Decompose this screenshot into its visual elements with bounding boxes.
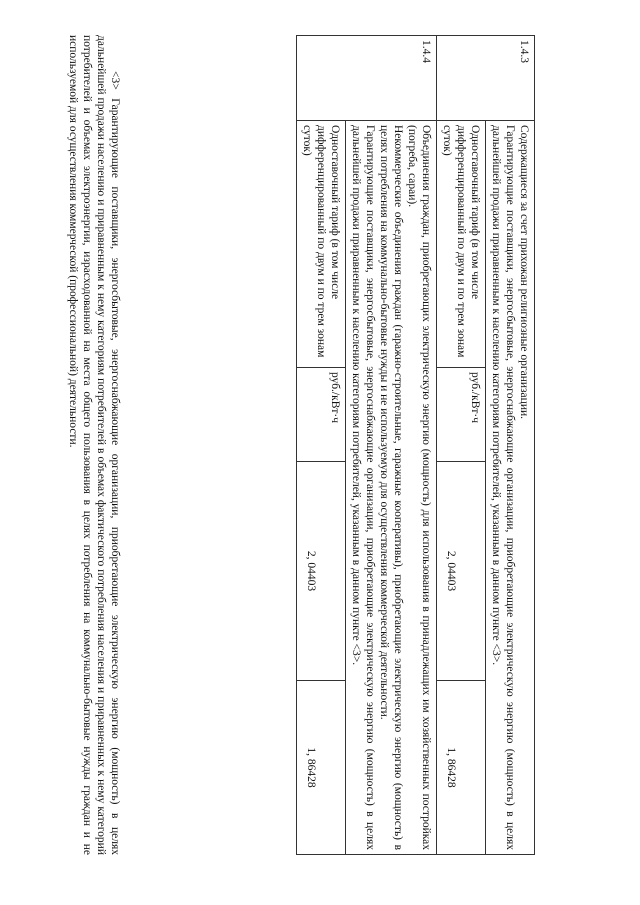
- tariff-value-1-text: 2, 04403: [305, 550, 317, 592]
- tariff-value-1: [437, 462, 486, 681]
- table-row: [486, 36, 535, 855]
- description-paragraph: Некоммерческие объединения граждан (гаражно-строительные, гаражные кооперативы), приобретающие электрическую энергию (мощность) в целях потребления на коммунально-бытовые нужды и не используемую для осуществления коммерческой деятельности.: [378, 125, 404, 850]
- tariff-value-2: [297, 681, 346, 855]
- row-number: 1.4.3: [437, 36, 535, 121]
- description-paragraph: Гарантирующие поставщики, энергосбытовые, энергоснабжающие организации, приобретающие электрическую энергию (мощность) в целях дальнейшей продажи приравненным к населению категориям потребителей, указанным в данном пункте <3>.: [490, 125, 516, 850]
- unit-cell: руб./кВт·ч: [437, 368, 486, 462]
- footnote: <3> Гарантирующие поставщики, энергосбытовые, энергоснабжающие организации, приобретающие электрическую энергию (мощность) в целях дальнейшей продажи населению и приравненным к нему категориям потребителей в объемах фактического потребления населения и приравненных к нему категорий потребителей и объемах электроэнергии, израсходованной на места общего пользования в целях потребления на коммунально-бытовые нужды граждан и не используемой для осуществления коммерческой (профессиональной) деятельности.: [67, 35, 121, 855]
- tariff-value-1-text: 2, 04403: [445, 550, 457, 592]
- table-row: [346, 36, 437, 855]
- tariff-value-2-text: 1, 86428: [445, 747, 457, 788]
- tariff-label: Одноставочный тариф (в том числе дифференцированный по двум и по трем зонам суток): [297, 121, 346, 368]
- description-paragraph: Содержащиеся за счет прихожан религиозные организации.: [518, 125, 530, 419]
- description-paragraph: Объединения граждан, приобретающих электрическую энергию (мощность) для использования в принадлежащих им хозяйственных постройках (погреба, сараи).: [406, 125, 432, 850]
- tariff-value-1: [297, 462, 346, 681]
- table-row: [297, 36, 346, 855]
- consumer-category-description: [486, 121, 535, 855]
- unit-cell: руб./кВт·ч: [297, 368, 346, 462]
- row-number: 1.4.4: [297, 36, 437, 121]
- table-row: [437, 36, 486, 855]
- description-paragraph: Гарантирующие поставщики, энергосбытовые, энергоснабжающие организации, приобретающие электрическую энергию (мощность) в целях дальнейшей продажи приравненным к населению категориям потребителей, указанным в данном пункте <3>.: [350, 125, 376, 850]
- tariff-value-2-text: 1, 86428: [305, 747, 317, 788]
- consumer-category-description: [346, 121, 437, 855]
- tariff-value-2: [437, 681, 486, 855]
- tariff-label: Одноставочный тариф (в том числе дифференцированный по двум и по трем зонам суток): [437, 121, 486, 368]
- tariff-table: [296, 35, 535, 855]
